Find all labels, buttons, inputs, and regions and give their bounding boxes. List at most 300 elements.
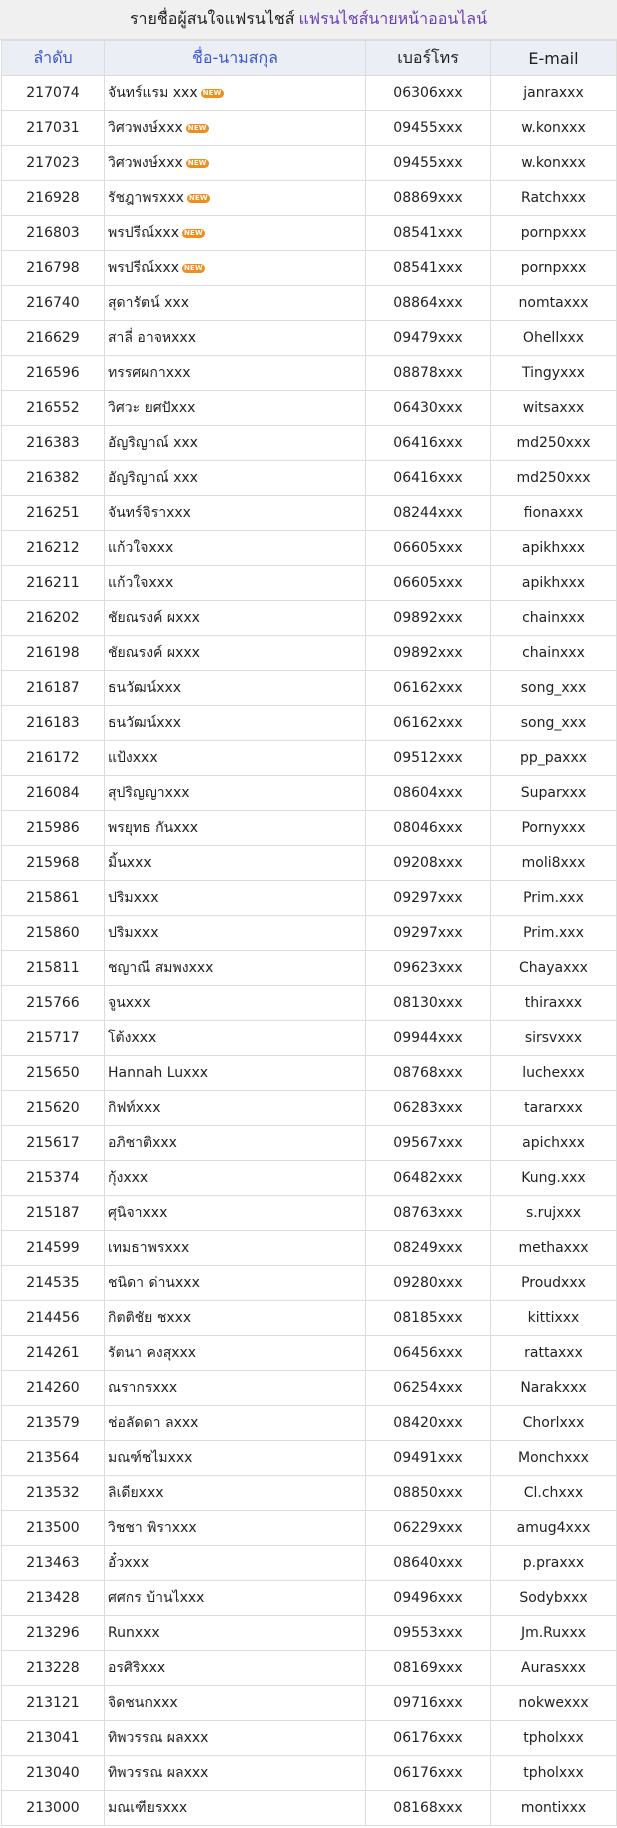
row-id: 216928 [2, 181, 105, 216]
row-name: พรยุทธ กันxxx [108, 820, 199, 836]
row-name: รัชฎาพรxxx [108, 190, 184, 206]
table-row [2, 671, 617, 706]
row-name-cell [105, 1336, 366, 1371]
row-name-cell [105, 1091, 366, 1126]
row-email: Tingyxxx [491, 356, 617, 391]
row-id: 213532 [2, 1476, 105, 1511]
row-name: สุปริญญาxxx [108, 785, 190, 801]
row-id: 214456 [2, 1301, 105, 1336]
table-row [2, 496, 617, 531]
row-name-cell [105, 1791, 366, 1826]
row-email: apichxxx [491, 1126, 617, 1161]
new-badge: NEW [184, 228, 203, 237]
table-row [2, 951, 617, 986]
table-row [2, 811, 617, 846]
row-name-cell [105, 706, 366, 741]
table-row [2, 1686, 617, 1721]
row-phone: 09479xxx [366, 321, 491, 356]
table-row [2, 846, 617, 881]
table-row [2, 1056, 617, 1091]
row-phone: 09297xxx [366, 881, 491, 916]
row-name: ทรรศผกาxxx [108, 365, 191, 381]
row-name-cell [105, 391, 366, 426]
row-name-cell [105, 1196, 366, 1231]
row-name: พรปรีณ์xxx [108, 260, 179, 276]
row-name: อรศิริxxx [108, 1660, 166, 1676]
table-row [2, 181, 617, 216]
row-id: 215986 [2, 811, 105, 846]
row-name-cell [105, 286, 366, 321]
row-id: 216211 [2, 566, 105, 601]
row-id: 215860 [2, 916, 105, 951]
row-phone: 06430xxx [366, 391, 491, 426]
table-row [2, 216, 617, 251]
row-name-cell [105, 1546, 366, 1581]
table-row [2, 1546, 617, 1581]
row-name-cell [105, 636, 366, 671]
row-id: 216183 [2, 706, 105, 741]
row-email: Proudxxx [491, 1266, 617, 1301]
row-name-cell [105, 741, 366, 776]
row-id: 216798 [2, 251, 105, 286]
row-email: pp_paxxx [491, 741, 617, 776]
row-name: วิศวะ ยศปัxxx [108, 400, 196, 416]
row-id: 215968 [2, 846, 105, 881]
row-phone: 06605xxx [366, 566, 491, 601]
table-row [2, 566, 617, 601]
row-email: apikhxxx [491, 531, 617, 566]
row-name-cell [105, 916, 366, 951]
row-id: 216383 [2, 426, 105, 461]
row-phone: 09944xxx [366, 1021, 491, 1056]
row-email: montixxx [491, 1791, 617, 1826]
table-body [2, 76, 617, 1826]
table-row [2, 1091, 617, 1126]
row-name: ทิพวรรณ ผลxxx [108, 1730, 209, 1746]
row-name: ช่อลัดดา ลxxx [108, 1415, 199, 1431]
row-name: จันทร์แรม xxx [108, 85, 198, 101]
table-row [2, 111, 617, 146]
row-phone: 09297xxx [366, 916, 491, 951]
row-name-cell [105, 951, 366, 986]
row-email: kittixxx [491, 1301, 617, 1336]
row-email: amug4xxx [491, 1511, 617, 1546]
row-phone: 09496xxx [366, 1581, 491, 1616]
row-name: มณเฑียรxxx [108, 1800, 188, 1816]
row-phone: 09567xxx [366, 1126, 491, 1161]
row-phone: 06162xxx [366, 671, 491, 706]
row-name: Hannah Luxxx [108, 1065, 209, 1081]
row-name: มิ้นxxx [108, 855, 152, 871]
row-name-cell [105, 1126, 366, 1161]
row-phone: 08541xxx [366, 216, 491, 251]
row-id: 216084 [2, 776, 105, 811]
row-name-cell [105, 76, 366, 111]
row-email: w.konxxx [491, 111, 617, 146]
row-phone: 09280xxx [366, 1266, 491, 1301]
row-email: w.konxxx [491, 146, 617, 181]
row-email: pornpxxx [491, 251, 617, 286]
row-id: 215717 [2, 1021, 105, 1056]
title-main: รายชื่อผู้สนใจแฟรนไชส์ [129, 9, 295, 28]
row-name-cell [105, 566, 366, 601]
table-row [2, 1371, 617, 1406]
row-phone: 06176xxx [366, 1756, 491, 1791]
row-email: Prim.xxx [491, 881, 617, 916]
row-email: methaxxx [491, 1231, 617, 1266]
row-name: ชัยณรงค์ ผxxx [108, 610, 200, 626]
row-email: fionaxxx [491, 496, 617, 531]
table-row [2, 1756, 617, 1791]
row-email: apikhxxx [491, 566, 617, 601]
row-name: แก้วใจxxx [108, 540, 174, 556]
row-email: tararxxx [491, 1091, 617, 1126]
row-name-cell [105, 111, 366, 146]
row-id: 215374 [2, 1161, 105, 1196]
row-id: 216172 [2, 741, 105, 776]
row-email: Narakxxx [491, 1371, 617, 1406]
row-email: md250xxx [491, 426, 617, 461]
table-row [2, 1266, 617, 1301]
row-phone: 08768xxx [366, 1056, 491, 1091]
row-name: วิชชา พิราxxx [108, 1520, 197, 1536]
table-row [2, 1651, 617, 1686]
row-id: 217023 [2, 146, 105, 181]
row-phone: 06283xxx [366, 1091, 491, 1126]
column-header-rank: ลำดับ [2, 41, 105, 76]
row-phone: 08640xxx [366, 1546, 491, 1581]
table-row [2, 1161, 617, 1196]
row-email: Ratchxxx [491, 181, 617, 216]
table-row [2, 741, 617, 776]
row-name: ชนิดา ด่านxxx [108, 1275, 200, 1291]
row-name: อัญริญาณ์ xxx [108, 435, 198, 451]
row-id: 215811 [2, 951, 105, 986]
row-id: 213500 [2, 1511, 105, 1546]
table-row [2, 1581, 617, 1616]
row-name: จันทร์จิราxxx [108, 505, 191, 521]
row-name-cell [105, 461, 366, 496]
table-row [2, 881, 617, 916]
row-phone: 08878xxx [366, 356, 491, 391]
row-name-cell [105, 426, 366, 461]
row-email: rattaxxx [491, 1336, 617, 1371]
row-name: วิศวพงษ์xxx [108, 120, 183, 136]
row-name: ศุนิจาxxx [108, 1205, 168, 1221]
row-name-cell [105, 1371, 366, 1406]
row-name: กิฟท์xxx [108, 1100, 161, 1116]
table-row [2, 1301, 617, 1336]
table-row [2, 321, 617, 356]
row-phone: 06605xxx [366, 531, 491, 566]
row-phone: 06254xxx [366, 1371, 491, 1406]
row-id: 216198 [2, 636, 105, 671]
row-email: Chorlxxx [491, 1406, 617, 1441]
table-row [2, 601, 617, 636]
row-id: 216251 [2, 496, 105, 531]
table-row [2, 356, 617, 391]
row-id: 217074 [2, 76, 105, 111]
row-id: 216596 [2, 356, 105, 391]
row-email: Aurasxxx [491, 1651, 617, 1686]
row-email: Sodybxxx [491, 1581, 617, 1616]
row-email: Suparxxx [491, 776, 617, 811]
row-name: มณฑ์ชไมxxx [108, 1450, 193, 1466]
new-badge: NEW [187, 158, 207, 167]
row-email: Ohellxxx [491, 321, 617, 356]
row-id: 213296 [2, 1616, 105, 1651]
row-name: โต้งxxx [108, 1030, 157, 1046]
row-name: รัตนา คงสุxxx [108, 1345, 197, 1361]
table-row [2, 1406, 617, 1441]
row-name-cell [105, 251, 366, 286]
row-name: อัญริญาณ์ xxx [108, 470, 198, 486]
row-id: 216212 [2, 531, 105, 566]
table-row [2, 531, 617, 566]
row-email: tpholxxx [491, 1721, 617, 1756]
table-row [2, 461, 617, 496]
row-phone: 09491xxx [366, 1441, 491, 1476]
row-id: 213121 [2, 1686, 105, 1721]
row-email: tpholxxx [491, 1756, 617, 1791]
row-email: janraxxx [491, 76, 617, 111]
row-name-cell [105, 671, 366, 706]
row-name-cell [105, 1406, 366, 1441]
row-id: 215766 [2, 986, 105, 1021]
row-id: 216552 [2, 391, 105, 426]
row-name-cell [105, 1056, 366, 1091]
row-id: 216803 [2, 216, 105, 251]
row-name: แป้งxxx [108, 750, 158, 766]
row-email: Monchxxx [491, 1441, 617, 1476]
row-phone: 06306xxx [366, 76, 491, 111]
row-email: nomtaxxx [491, 286, 617, 321]
row-id: 213463 [2, 1546, 105, 1581]
row-email: chainxxx [491, 636, 617, 671]
row-phone: 08541xxx [366, 251, 491, 286]
row-id: 215617 [2, 1126, 105, 1161]
title-accent: แฟรนไชส์นายหน้าออนไลน์ [298, 9, 488, 28]
row-name-cell [105, 1231, 366, 1266]
table-row [2, 146, 617, 181]
row-id: 214260 [2, 1371, 105, 1406]
row-name-cell [105, 1616, 366, 1651]
row-name-cell [105, 811, 366, 846]
new-badge: NEW [187, 123, 207, 132]
row-id: 214261 [2, 1336, 105, 1371]
row-id: 215187 [2, 1196, 105, 1231]
table-row [2, 636, 617, 671]
row-id: 213000 [2, 1791, 105, 1826]
row-phone: 08046xxx [366, 811, 491, 846]
row-name: กิตติชัย ชxxx [108, 1310, 192, 1326]
row-name: อั๋วxxx [108, 1555, 150, 1571]
row-id: 216740 [2, 286, 105, 321]
row-id: 213579 [2, 1406, 105, 1441]
row-name: ปริมxxx [108, 925, 159, 941]
row-name-cell [105, 216, 366, 251]
row-email: Cl.chxxx [491, 1476, 617, 1511]
row-id: 213040 [2, 1756, 105, 1791]
new-badge: NEW [202, 88, 222, 97]
row-phone: 09208xxx [366, 846, 491, 881]
row-id: 216187 [2, 671, 105, 706]
table-row [2, 916, 617, 951]
row-name-cell [105, 1686, 366, 1721]
row-phone: 08168xxx [366, 1791, 491, 1826]
table-row [2, 286, 617, 321]
row-email: Kung.xxx [491, 1161, 617, 1196]
row-phone: 09512xxx [366, 741, 491, 776]
row-name: ธนวัฒน์xxx [108, 715, 182, 731]
row-name: ปริมxxx [108, 890, 159, 906]
row-phone: 08130xxx [366, 986, 491, 1021]
table-row [2, 391, 617, 426]
row-phone: 09892xxx [366, 601, 491, 636]
row-id: 216382 [2, 461, 105, 496]
interest-table [1, 40, 617, 1826]
row-phone: 09455xxx [366, 146, 491, 181]
row-id: 214535 [2, 1266, 105, 1301]
row-name: ลิเดียxxx [108, 1485, 164, 1501]
row-email: luchexxx [491, 1056, 617, 1091]
table-row [2, 1231, 617, 1266]
row-phone: 06229xxx [366, 1511, 491, 1546]
row-phone: 08869xxx [366, 181, 491, 216]
new-badge: NEW [188, 193, 208, 202]
column-header-phone: เบอร์โทร [366, 41, 491, 76]
row-name-cell [105, 601, 366, 636]
row-email: song_xxx [491, 671, 617, 706]
table-row [2, 1616, 617, 1651]
row-name-cell [105, 321, 366, 356]
row-name: ทิพวรรณ ผลxxx [108, 1765, 209, 1781]
row-name: แก้วใจxxx [108, 575, 174, 591]
table-row [2, 1196, 617, 1231]
row-phone: 09553xxx [366, 1616, 491, 1651]
row-name-cell [105, 1161, 366, 1196]
row-id: 213041 [2, 1721, 105, 1756]
row-phone: 08864xxx [366, 286, 491, 321]
row-name-cell [105, 1441, 366, 1476]
table-row [2, 986, 617, 1021]
table-row [2, 1511, 617, 1546]
row-phone: 08604xxx [366, 776, 491, 811]
row-id: 213428 [2, 1581, 105, 1616]
row-name-cell [105, 1476, 366, 1511]
row-name: สาลี่ อาจหxxx [108, 330, 196, 346]
row-email: Prim.xxx [491, 916, 617, 951]
table-row [2, 426, 617, 461]
row-phone: 09623xxx [366, 951, 491, 986]
table-row [2, 1791, 617, 1826]
row-phone: 08763xxx [366, 1196, 491, 1231]
row-phone: 08850xxx [366, 1476, 491, 1511]
row-email: pornpxxx [491, 216, 617, 251]
table-row [2, 76, 617, 111]
row-name-cell [105, 881, 366, 916]
row-email: Chayaxxx [491, 951, 617, 986]
row-name: ชัยณรงค์ ผxxx [108, 645, 200, 661]
list-title [0, 0, 617, 40]
row-name: ชญาณี สมพงxxx [108, 960, 214, 976]
column-header-name: ชื่อ-นามสกุล [105, 41, 366, 76]
row-name-cell [105, 146, 366, 181]
row-email: p.praxxx [491, 1546, 617, 1581]
row-name-cell [105, 1581, 366, 1616]
row-name: จูนxxx [108, 995, 151, 1011]
row-name: อภิชาติxxx [108, 1135, 177, 1151]
table-row [2, 1441, 617, 1476]
row-name: จิดชนกxxx [108, 1695, 178, 1711]
table-row [2, 1721, 617, 1756]
row-email: song_xxx [491, 706, 617, 741]
row-phone: 06482xxx [366, 1161, 491, 1196]
row-id: 215650 [2, 1056, 105, 1091]
row-id: 216202 [2, 601, 105, 636]
row-phone: 06416xxx [366, 426, 491, 461]
row-phone: 08185xxx [366, 1301, 491, 1336]
row-name-cell [105, 181, 366, 216]
row-name: เทมธาพรxxx [108, 1240, 190, 1256]
row-email: md250xxx [491, 461, 617, 496]
row-email: moli8xxx [491, 846, 617, 881]
new-badge: NEW [184, 263, 203, 272]
row-name: พรปรีณ์xxx [108, 225, 179, 241]
row-name-cell [105, 986, 366, 1021]
table-row [2, 776, 617, 811]
row-id: 217031 [2, 111, 105, 146]
table-row [2, 251, 617, 286]
row-phone: 08244xxx [366, 496, 491, 531]
row-email: s.rujxxx [491, 1196, 617, 1231]
row-id: 213564 [2, 1441, 105, 1476]
row-name-cell [105, 776, 366, 811]
row-email: Pornyxxx [491, 811, 617, 846]
row-name-cell [105, 1301, 366, 1336]
row-name-cell [105, 496, 366, 531]
table-row [2, 706, 617, 741]
row-phone: 08169xxx [366, 1651, 491, 1686]
row-name-cell [105, 1511, 366, 1546]
row-name-cell [105, 1266, 366, 1301]
table-row [2, 1126, 617, 1161]
row-id: 213228 [2, 1651, 105, 1686]
row-phone: 06456xxx [366, 1336, 491, 1371]
row-name-cell [105, 356, 366, 391]
row-phone: 06176xxx [366, 1721, 491, 1756]
row-phone: 09716xxx [366, 1686, 491, 1721]
row-name: สุดารัตน์ xxx [108, 295, 189, 311]
table-row [2, 1021, 617, 1056]
row-name: วิศวพงษ์xxx [108, 155, 183, 171]
row-name-cell [105, 531, 366, 566]
row-phone: 09455xxx [366, 111, 491, 146]
row-email: chainxxx [491, 601, 617, 636]
row-name-cell [105, 1721, 366, 1756]
row-id: 214599 [2, 1231, 105, 1266]
row-phone: 06162xxx [366, 706, 491, 741]
row-name-cell [105, 846, 366, 881]
row-id: 215620 [2, 1091, 105, 1126]
row-email: witsaxxx [491, 391, 617, 426]
row-phone: 09892xxx [366, 636, 491, 671]
row-name: ศศกร บ้านไxxx [108, 1590, 205, 1606]
table-row [2, 1336, 617, 1371]
row-email: sirsvxxx [491, 1021, 617, 1056]
row-id: 216629 [2, 321, 105, 356]
table-row [2, 1476, 617, 1511]
